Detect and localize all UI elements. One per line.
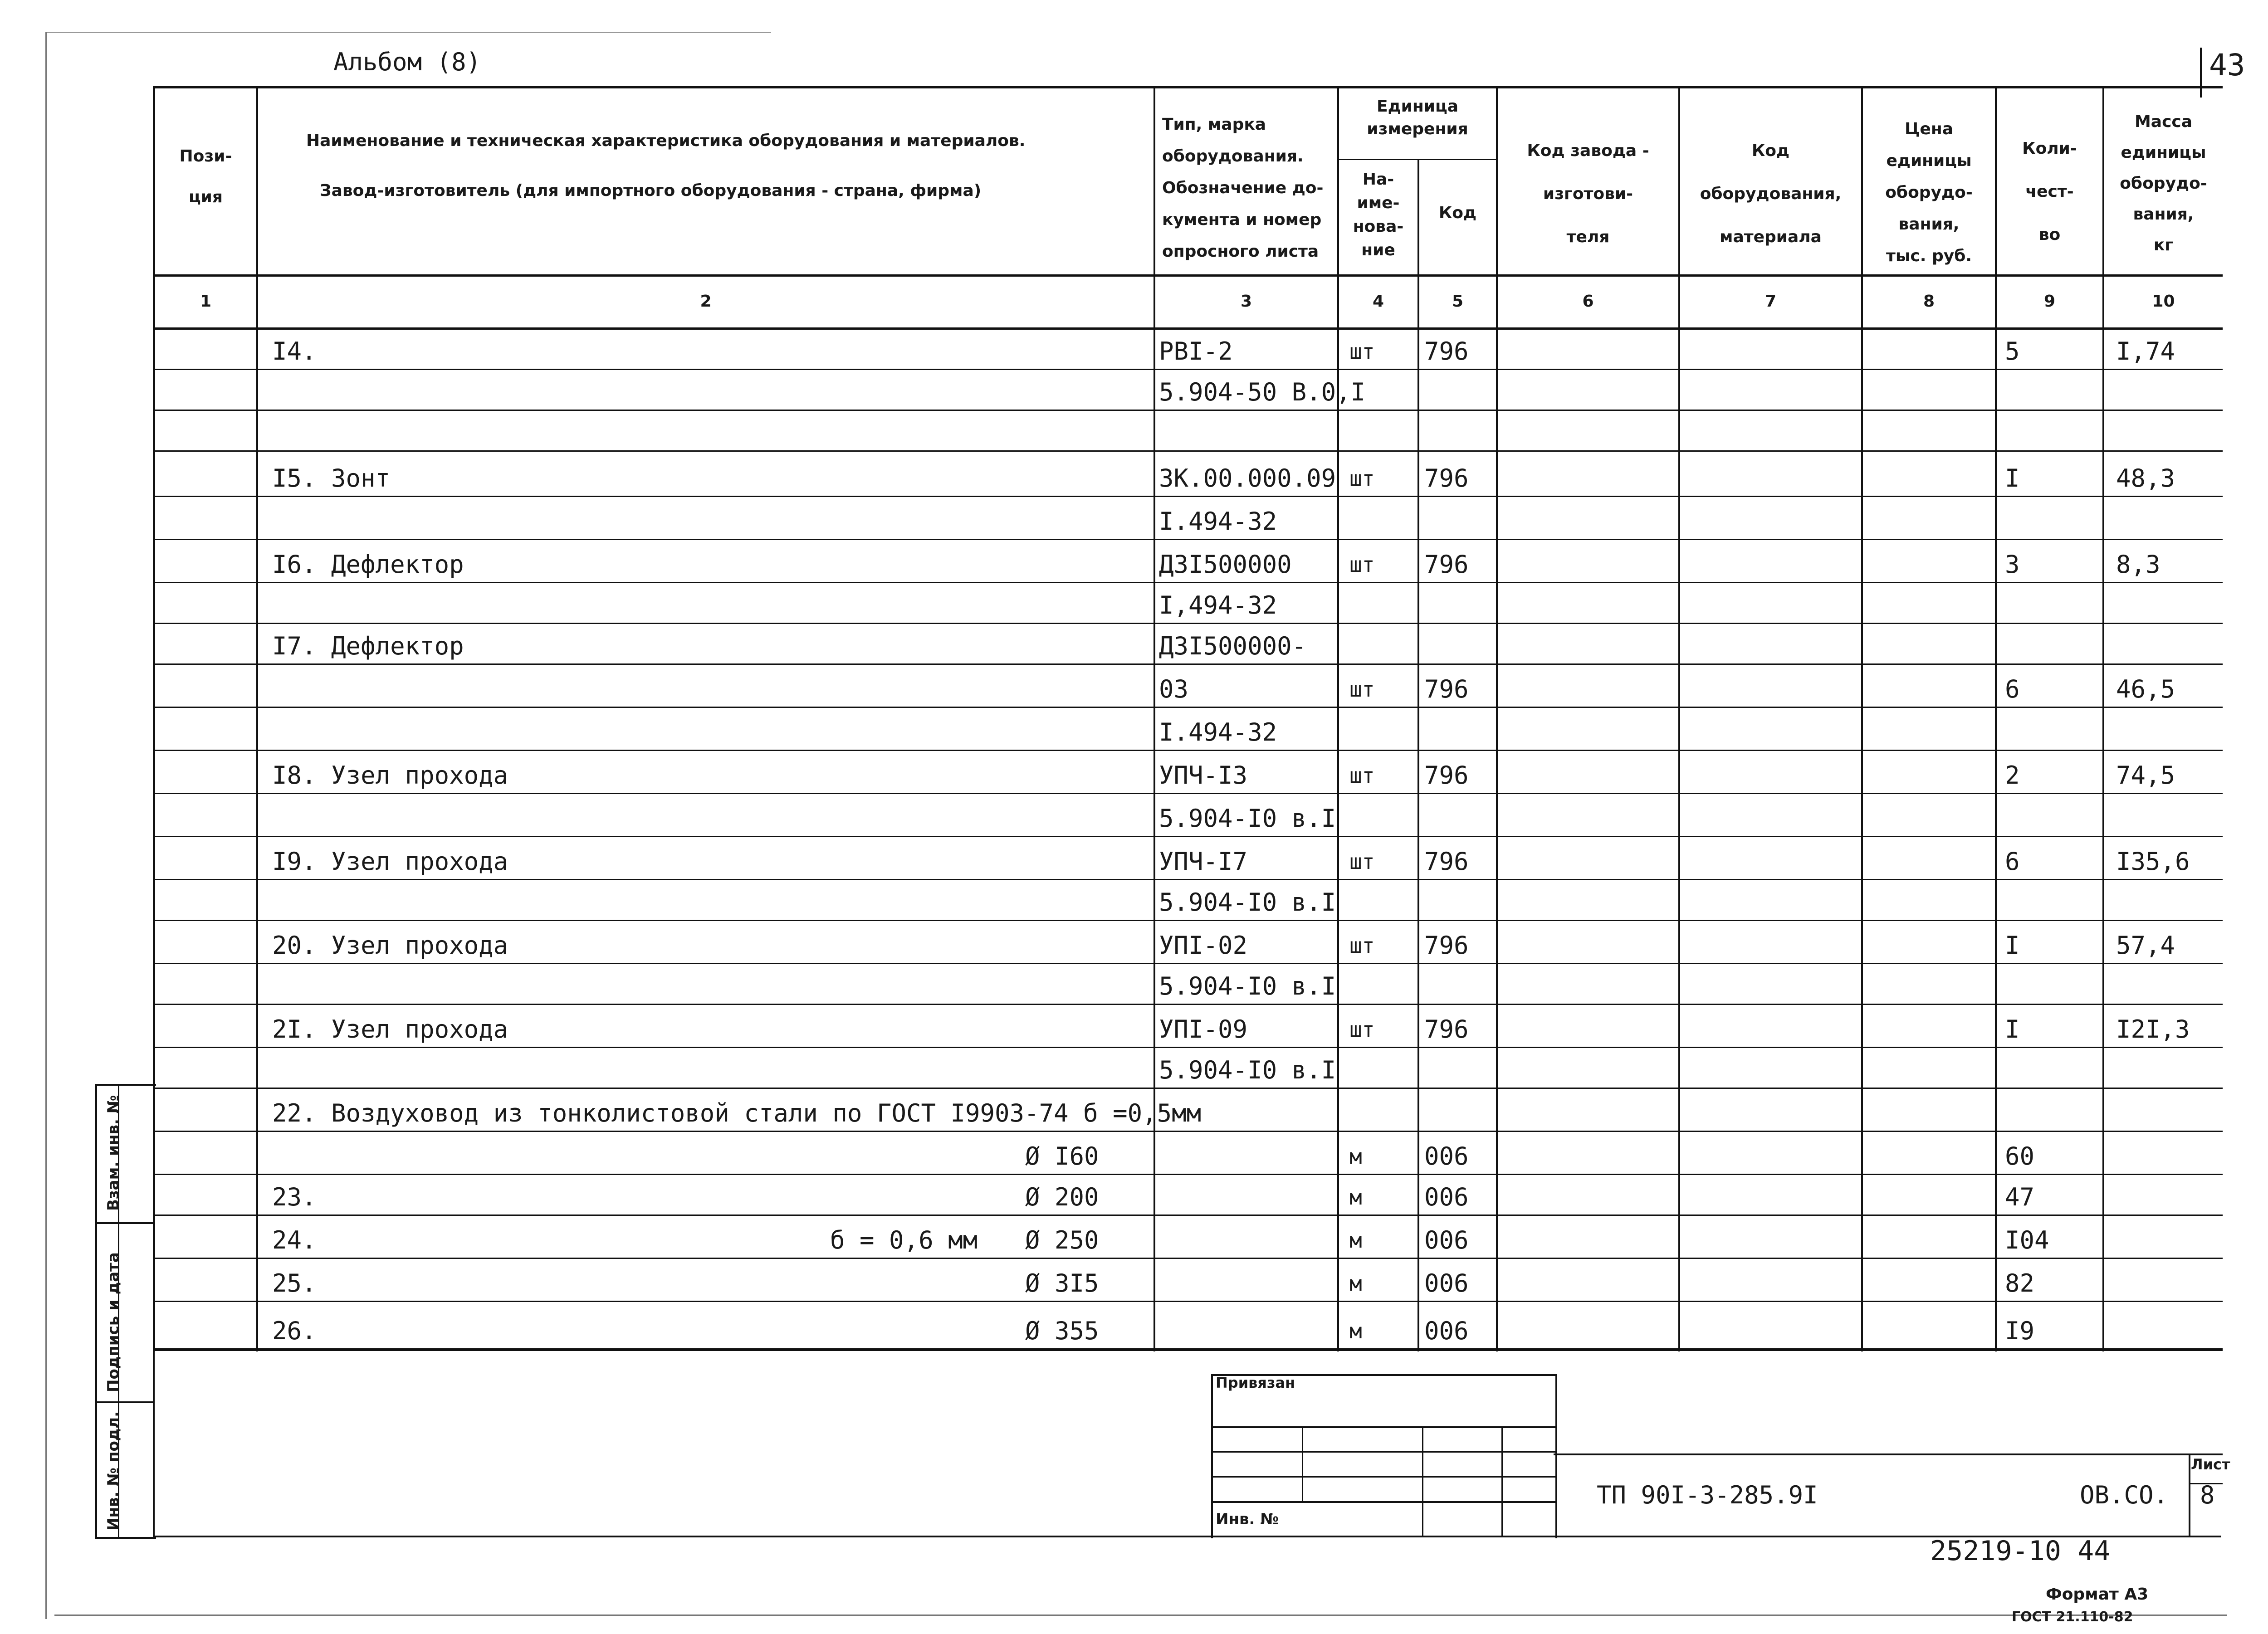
archive-number: 25219-10 44 bbox=[1930, 1535, 2111, 1567]
table-cell-code: 796 bbox=[1424, 337, 1469, 366]
table-row-line bbox=[154, 1047, 2223, 1048]
colnum-1: 1 bbox=[200, 292, 212, 311]
colnum-4: 4 bbox=[1372, 292, 1384, 311]
table-cell-type: I.494-32 bbox=[1159, 718, 1277, 746]
table-cell-type: УПI-09 bbox=[1159, 1015, 1248, 1044]
table-row-line bbox=[154, 793, 2223, 794]
header-col3: Тип, марка оборудования. Обозначение до- кумента и номер опросного листа bbox=[1162, 115, 1324, 261]
table-bottom-line bbox=[154, 1349, 2223, 1351]
table-cell-name: 23. bbox=[272, 1183, 317, 1211]
table-cell-unit: м bbox=[1349, 1185, 1362, 1210]
colnum-6: 6 bbox=[1582, 292, 1594, 311]
table-cell-dia: Ø 355 bbox=[1025, 1317, 1099, 1345]
table-cell-mass: I,74 bbox=[2116, 337, 2175, 366]
privyazan-vline1 bbox=[1302, 1426, 1303, 1501]
table-cell-code: 006 bbox=[1424, 1269, 1469, 1297]
table-cell-unit: шт bbox=[1349, 849, 1375, 874]
table-cell-type: 5.904-I0 в.I bbox=[1159, 1056, 1336, 1084]
table-cell-type: УПI-02 bbox=[1159, 931, 1248, 960]
title-block-bottom bbox=[153, 1536, 2221, 1537]
table-cell-mass: 74,5 bbox=[2116, 761, 2175, 790]
gost-label: ГОСТ 21.110-82 bbox=[2012, 1609, 2133, 1625]
table-cell-mass: 57,4 bbox=[2116, 931, 2175, 960]
table-cell-note: б = 0,6 мм bbox=[830, 1226, 978, 1254]
table-cell-type: ДЗI500000 bbox=[1159, 550, 1292, 579]
doc-block-top bbox=[1554, 1454, 2223, 1455]
album-label: Альбом (8) bbox=[333, 48, 481, 76]
table-cell-code: 006 bbox=[1424, 1317, 1469, 1345]
side-stamp-vzam: Взам. инв. № bbox=[104, 1095, 122, 1211]
side-stamp-div1 bbox=[95, 1222, 154, 1224]
colnum-5: 5 bbox=[1452, 292, 1464, 311]
table-cell-mass: 46,5 bbox=[2116, 675, 2175, 703]
table-cell-type: I.494-32 bbox=[1159, 507, 1277, 536]
header-col1: Пози- ция bbox=[179, 147, 232, 206]
table-cell-type: УПЧ-I7 bbox=[1159, 847, 1248, 876]
table-cell-qty: 2 bbox=[2005, 761, 2020, 790]
table-cell-name: I8. Узел прохода bbox=[272, 761, 508, 790]
table-row-line bbox=[154, 1088, 2223, 1089]
colnum-2: 2 bbox=[700, 292, 712, 311]
table-cell-code: 796 bbox=[1424, 464, 1469, 493]
title-block-left bbox=[153, 1349, 155, 1537]
table-cell-dia: Ø 200 bbox=[1025, 1183, 1099, 1211]
table-cell-unit: м bbox=[1349, 1319, 1362, 1343]
table-cell-name: I7. Дефлектор bbox=[272, 632, 464, 660]
table-row-line bbox=[154, 1004, 2223, 1005]
table-cell-dia: Ø I60 bbox=[1025, 1142, 1099, 1171]
table-row-line bbox=[154, 539, 2223, 540]
sheet-label: Лист bbox=[2191, 1456, 2230, 1473]
header-col5: Код bbox=[1438, 204, 1477, 222]
header-bottom-line bbox=[154, 274, 2223, 277]
table-cell-qty: I04 bbox=[2005, 1226, 2049, 1254]
side-stamp-podpis: Подпись и дата bbox=[104, 1252, 122, 1392]
table-row-line bbox=[154, 410, 2223, 411]
table-cell-qty: I bbox=[2005, 464, 2020, 493]
table-cell-name: 22. Воздуховод из тонколистовой стали по ГОСТ I9903-74 б =0,5мм bbox=[272, 1099, 1202, 1127]
sheet-divider bbox=[2189, 1454, 2190, 1537]
table-cell-unit: шт bbox=[1349, 763, 1375, 788]
unit-group-line bbox=[1337, 159, 1498, 160]
table-cell-type: ЗК.00.000.09 bbox=[1159, 464, 1336, 493]
sheet-left-border bbox=[45, 32, 47, 1619]
header-col7: Код оборудования, материала bbox=[1700, 141, 1842, 246]
table-cell-type: I,494-32 bbox=[1159, 591, 1277, 619]
header-col9: Коли- чест- во bbox=[2022, 139, 2077, 244]
header-col45-group: Единица измерения bbox=[1367, 97, 1468, 138]
table-row-line bbox=[154, 1258, 2223, 1259]
table-row-line bbox=[154, 582, 2223, 583]
table-cell-unit: шт bbox=[1349, 466, 1375, 491]
page-number: 43 bbox=[2209, 48, 2245, 83]
table-cell-name: I4. bbox=[272, 337, 317, 366]
table-cell-code: 796 bbox=[1424, 675, 1469, 703]
sheet-bottom-border bbox=[54, 1614, 2227, 1616]
privyazan-line3 bbox=[1211, 1476, 1556, 1478]
table-row-line bbox=[154, 1174, 2223, 1175]
table-row-line bbox=[154, 450, 2223, 452]
table-cell-dia: Ø 3I5 bbox=[1025, 1269, 1099, 1297]
colnum-bottom-line bbox=[154, 327, 2223, 330]
header-top-line bbox=[154, 86, 2223, 88]
table-row-line bbox=[154, 369, 2223, 370]
table-cell-code: 796 bbox=[1424, 847, 1469, 876]
table-row-line bbox=[154, 920, 2223, 921]
table-cell-unit: м bbox=[1349, 1228, 1362, 1253]
table-cell-dia: Ø 250 bbox=[1025, 1226, 1099, 1254]
table-cell-code: 796 bbox=[1424, 931, 1469, 960]
table-row-line bbox=[154, 1215, 2223, 1216]
table-cell-unit: шт bbox=[1349, 677, 1375, 702]
table-cell-mass: I35,6 bbox=[2116, 847, 2190, 876]
privyazan-line1 bbox=[1211, 1426, 1556, 1428]
table-cell-qty: I9 bbox=[2005, 1317, 2035, 1345]
table-cell-code: 796 bbox=[1424, 550, 1469, 579]
inv-no-label: Инв. № bbox=[1216, 1510, 1279, 1528]
colnum-8: 8 bbox=[1923, 292, 1935, 311]
table-cell-qty: 3 bbox=[2005, 550, 2020, 579]
sheet-top-border bbox=[45, 32, 771, 33]
table-cell-qty: 5 bbox=[2005, 337, 2020, 366]
header-col8: Цена единицы оборудо- вания, тыс. руб. bbox=[1885, 120, 1973, 265]
side-stamp-inv-podl: Инв. № подл. bbox=[104, 1411, 122, 1531]
table-cell-name: I6. Дефлектор bbox=[272, 550, 464, 579]
colnum-9: 9 bbox=[2043, 292, 2056, 311]
table-cell-type: 5.904-I0 в.I bbox=[1159, 804, 1336, 833]
doc-code: ТП 90I-3-285.9I bbox=[1597, 1481, 1818, 1509]
table-cell-type: 5.904-I0 в.I bbox=[1159, 972, 1336, 1000]
table-cell-qty: 6 bbox=[2005, 847, 2020, 876]
table-cell-name: 24. bbox=[272, 1226, 317, 1254]
header-col10: Масса единицы оборудо- вания, кг bbox=[2120, 112, 2207, 254]
table-cell-code: 796 bbox=[1424, 1015, 1469, 1044]
header-col2-line2: Завод-изготовитель (для импортного оборудования - страна, фирма) bbox=[320, 181, 982, 200]
table-cell-type: 03 bbox=[1159, 675, 1189, 703]
page-number-divider bbox=[2200, 48, 2202, 98]
table-cell-name: I5. Зонт bbox=[272, 464, 391, 493]
table-row-line bbox=[154, 836, 2223, 837]
table-row-line bbox=[154, 963, 2223, 964]
table-cell-unit: шт bbox=[1349, 933, 1375, 958]
table-cell-unit: шт bbox=[1349, 339, 1375, 364]
table-cell-name: 26. bbox=[272, 1317, 317, 1345]
table-cell-code: 006 bbox=[1424, 1183, 1469, 1211]
table-row-line bbox=[154, 1301, 2223, 1302]
table-cell-name: 20. Узел прохода bbox=[272, 931, 508, 960]
privyazan-vline3 bbox=[1501, 1426, 1503, 1537]
header-col4: На- име- нова- ние bbox=[1353, 170, 1404, 259]
table-cell-qty: I bbox=[2005, 931, 2020, 960]
table-row-line bbox=[154, 750, 2223, 751]
table-cell-qty: 6 bbox=[2005, 675, 2020, 703]
table-cell-code: 796 bbox=[1424, 761, 1469, 790]
table-cell-unit: м bbox=[1349, 1271, 1362, 1296]
table-cell-type: 5.904-50 В.0,I bbox=[1159, 378, 1366, 406]
table-cell-name: I9. Узел прохода bbox=[272, 847, 508, 876]
side-stamp-div2 bbox=[95, 1401, 154, 1403]
privyazan-line2 bbox=[1211, 1451, 1556, 1453]
table-row-line bbox=[154, 1131, 2223, 1132]
table-cell-unit: шт bbox=[1349, 1017, 1375, 1042]
table-cell-qty: 60 bbox=[2005, 1142, 2035, 1171]
table-cell-unit: шт bbox=[1349, 552, 1375, 577]
table-row-line bbox=[154, 496, 2223, 497]
table-cell-type: 5.904-I0 в.I bbox=[1159, 888, 1336, 917]
table-row-line bbox=[154, 663, 2223, 665]
col4-col5-divider bbox=[1418, 159, 1419, 1351]
table-cell-qty: 47 bbox=[2005, 1183, 2035, 1211]
header-col2-line1: Наименование и техническая характеристика оборудования и материалов. bbox=[306, 132, 1026, 150]
privyazan-vline2 bbox=[1422, 1426, 1423, 1537]
table-cell-mass: 8,3 bbox=[2116, 550, 2160, 579]
table-cell-name: 2I. Узел прохода bbox=[272, 1015, 508, 1044]
colnum-3: 3 bbox=[1240, 292, 1252, 311]
format-label: Формат А3 bbox=[2046, 1585, 2149, 1604]
table-cell-code: 006 bbox=[1424, 1226, 1469, 1254]
table-cell-type: РВI-2 bbox=[1159, 337, 1233, 366]
table-cell-type: ДЗI500000- bbox=[1159, 632, 1307, 660]
privyazan-line4 bbox=[1211, 1501, 1556, 1503]
table-row-line bbox=[154, 623, 2223, 624]
table-cell-qty: I bbox=[2005, 1015, 2020, 1044]
sheet-number: 8 bbox=[2200, 1481, 2215, 1509]
doc-suffix: ОВ.СО. bbox=[2080, 1481, 2169, 1509]
colnum-7: 7 bbox=[1765, 292, 1777, 311]
table-cell-type: УПЧ-I3 bbox=[1159, 761, 1248, 790]
colnum-10: 10 bbox=[2152, 292, 2175, 311]
table-cell-mass: I2I,3 bbox=[2116, 1015, 2190, 1044]
privyazan-label: Привязан bbox=[1216, 1374, 1295, 1391]
header-col6: Код завода - изготови- теля bbox=[1527, 141, 1649, 246]
table-cell-unit: м bbox=[1349, 1144, 1362, 1169]
table-cell-mass: 48,3 bbox=[2116, 464, 2175, 493]
table-cell-name: 25. bbox=[272, 1269, 317, 1297]
table-cell-qty: 82 bbox=[2005, 1269, 2035, 1297]
table-row-line bbox=[154, 707, 2223, 708]
table-cell-code: 006 bbox=[1424, 1142, 1469, 1171]
table-row-line bbox=[154, 879, 2223, 880]
